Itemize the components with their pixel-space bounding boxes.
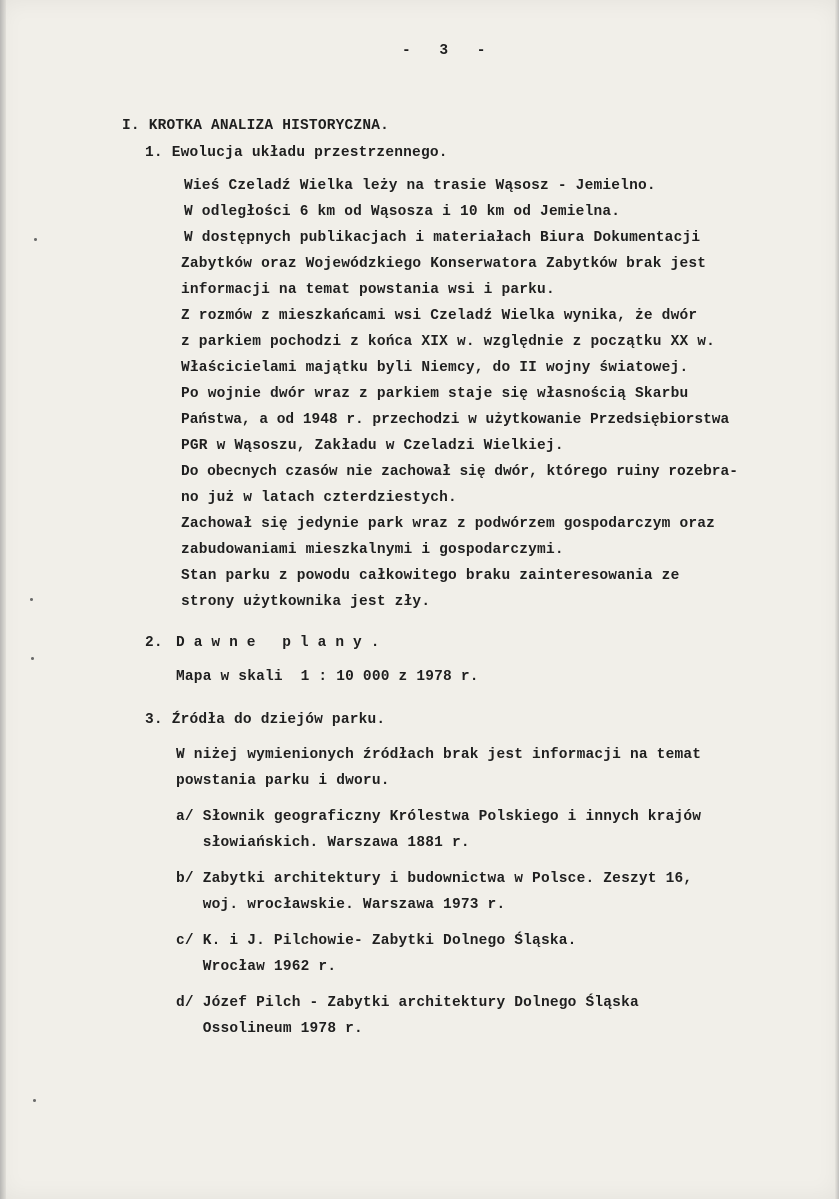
- paper-speck: [31, 657, 34, 660]
- subsection-2-number: 2.: [145, 635, 163, 651]
- source-item-a: słowiańskich. Warszawa 1881 r.: [176, 835, 470, 851]
- source-item-d: Ossolineum 1978 r.: [176, 1021, 363, 1037]
- map-scale-line: Mapa w skali 1 : 10 000 z 1978 r.: [176, 669, 479, 685]
- subsection-1-heading: 1. Ewolucja układu przestrzennego.: [145, 145, 448, 161]
- paragraph-line: Z rozmów z mieszkańcami wsi Czeladź Wielka wynika, że dwór: [181, 308, 698, 324]
- paper-speck: [30, 598, 33, 601]
- paragraph-line: z parkiem pochodzi z końca XIX w. względnie z początku XX w.: [181, 334, 716, 350]
- paragraph-line: informacji na temat powstania wsi i parku.: [181, 282, 555, 298]
- source-item-d: d/ Józef Pilch - Zabytki architektury Dolnego Śląska: [176, 995, 639, 1011]
- page-number: - 3 -: [402, 43, 496, 59]
- paragraph-line: Do obecnych czasów nie zachował się dwór, którego ruiny rozebra-: [181, 464, 738, 480]
- source-item-c: Wrocław 1962 r.: [176, 959, 337, 975]
- paper-left-edge: [0, 0, 6, 1199]
- paragraph-line: W dostępnych publikacjach i materiałach Biura Dokumentacji: [184, 230, 701, 246]
- paragraph-line: Wieś Czeladź Wielka leży na trasie Wąsosz - Jemielno.: [184, 178, 656, 194]
- paragraph-line: Właścicielami majątku byli Niemcy, do II wojny światowej.: [181, 360, 689, 376]
- paragraph-line: powstania parku i dworu.: [176, 773, 390, 789]
- source-item-c: c/ K. i J. Pilchowie- Zabytki Dolnego Śląska.: [176, 933, 577, 949]
- paragraph-line: W odległości 6 km od Wąsosza i 10 km od Jemielna.: [184, 204, 621, 220]
- source-item-a: a/ Słownik geograficzny Królestwa Polskiego i innych krajów: [176, 809, 702, 825]
- paragraph-line: Państwa, a od 1948 r. przechodzi w użytkowanie Przedsiębiorstwa: [181, 412, 730, 428]
- paragraph-line: W niżej wymienionych źródłach brak jest informacji na temat: [176, 747, 702, 763]
- paragraph-line: Po wojnie dwór wraz z parkiem staje się własnością Skarbu: [181, 386, 689, 402]
- source-item-b: b/ Zabytki architektury i budownictwa w Polsce. Zeszyt 16,: [176, 871, 693, 887]
- paragraph-line: Zabytków oraz Wojewódzkiego Konserwatora Zabytków brak jest: [181, 256, 707, 272]
- paper-speck: [34, 238, 37, 241]
- source-item-b: woj. wrocławskie. Warszawa 1973 r.: [176, 897, 506, 913]
- paragraph-line: Zachował się jedynie park wraz z podwórzem gospodarczym oraz: [181, 516, 716, 532]
- paragraph-line: Stan parku z powodu całkowitego braku zainteresowania ze: [181, 568, 680, 584]
- paragraph-line: zabudowaniami mieszkalnymi i gospodarczymi.: [181, 542, 564, 558]
- paper-right-edge: [835, 0, 839, 1199]
- paragraph-line: strony użytkownika jest zły.: [181, 594, 431, 610]
- subsection-2-heading: Dawne plany.: [176, 635, 389, 651]
- section-title: I. KROTKA ANALIZA HISTORYCZNA.: [122, 118, 390, 134]
- paragraph-line: PGR w Wąsoszu, Zakładu w Czeladzi Wielkiej.: [181, 438, 564, 454]
- paragraph-line: no już w latach czterdziestych.: [181, 490, 457, 506]
- subsection-3-heading: 3. Źródła do dziejów parku.: [145, 712, 386, 728]
- paper-speck: [33, 1099, 36, 1102]
